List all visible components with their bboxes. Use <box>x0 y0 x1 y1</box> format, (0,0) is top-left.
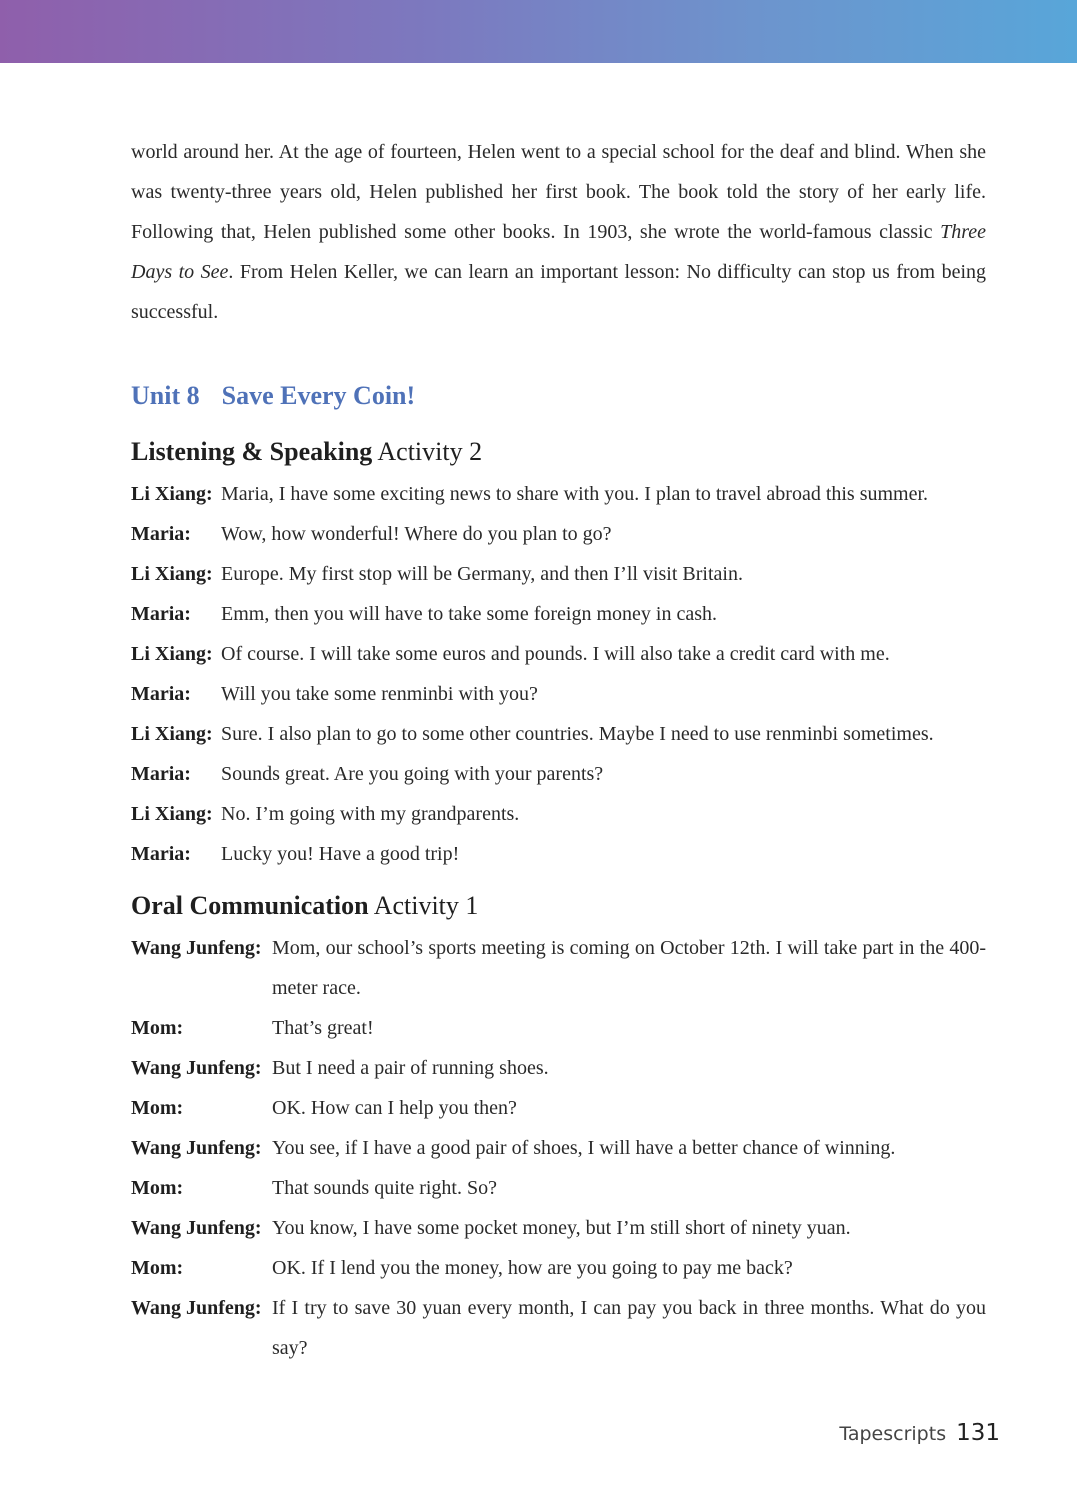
dialogue-line <box>131 474 986 514</box>
intro-text-before: world around her. At the age of fourteen, Helen went to a special school for the deaf and blind. When she was twenty-three years old, Helen published her first book. The book told the story of her early life. Following that, Helen published some other books. In 1903, she wrote the world-famous classic <box>131 141 986 243</box>
speaker-name: Maria: <box>131 523 191 545</box>
utterance-text: No. I’m going with my grandparents. <box>221 803 520 825</box>
utterance-text: You know, I have some pocket money, but I’m still short of ninety yuan. <box>272 1217 851 1239</box>
utterance-text: Will you take some renminbi with you? <box>221 683 538 705</box>
utterance-text: Lucky you! Have a good trip! <box>221 843 460 865</box>
dialogue-line <box>131 674 986 714</box>
utterance-text: Sounds great. Are you going with your parents? <box>221 763 604 785</box>
speaker-name: Maria: <box>131 603 191 625</box>
section-1-dialogue <box>131 474 986 874</box>
dialogue-line <box>131 1048 986 1088</box>
dialogue-line <box>131 928 986 1008</box>
speaker-name: Wang Junfeng: <box>131 1137 262 1159</box>
dialogue-line <box>131 514 986 554</box>
speaker-name: Li Xiang: <box>131 483 213 505</box>
page-content <box>131 132 986 1368</box>
utterance-text: OK. If I lend you the money, how are you going to pay me back? <box>272 1257 793 1279</box>
speaker-name: Mom: <box>131 1177 184 1199</box>
dialogue-line <box>131 754 986 794</box>
speaker-name: Wang Junfeng: <box>131 937 262 959</box>
intro-paragraph <box>131 132 986 332</box>
utterance-text: Emm, then you will have to take some foreign money in cash. <box>221 603 717 625</box>
speaker-name: Mom: <box>131 1097 184 1119</box>
speaker-name: Li Xiang: <box>131 643 213 665</box>
dialogue-line <box>131 834 986 874</box>
utterance-text: That sounds quite right. So? <box>272 1177 497 1199</box>
dialogue-line <box>131 594 986 634</box>
utterance-text: You see, if I have a good pair of shoes, I will have a better chance of winning. <box>272 1137 896 1159</box>
utterance-text: That’s great! <box>272 1017 374 1039</box>
speaker-name: Wang Junfeng: <box>131 1217 262 1239</box>
speaker-name: Li Xiang: <box>131 723 213 745</box>
utterance-text: Of course. I will take some euros and pounds. I will also take a credit card with me. <box>221 643 890 665</box>
header-gradient-bar <box>0 0 1077 63</box>
speaker-name: Maria: <box>131 843 191 865</box>
dialogue-line <box>131 714 986 754</box>
speaker-name: Maria: <box>131 763 191 785</box>
unit-number: Unit 8 <box>131 381 200 410</box>
speaker-name: Li Xiang: <box>131 563 213 585</box>
speaker-name: Mom: <box>131 1017 184 1039</box>
section-2-heading <box>131 884 986 928</box>
utterance-text: OK. How can I help you then? <box>272 1097 517 1119</box>
speaker-name: Mom: <box>131 1257 184 1279</box>
speaker-name: Maria: <box>131 683 191 705</box>
dialogue-line <box>131 1088 986 1128</box>
utterance-text: Maria, I have some exciting news to share with you. I plan to travel abroad this summer. <box>221 483 929 505</box>
section-2-activity: Activity 1 <box>373 891 479 920</box>
section-1-activity: Activity 2 <box>377 437 483 466</box>
utterance-text: If I try to save 30 yuan every month, I can pay you back in three months. What do you say? <box>272 1297 986 1359</box>
page-number: 131 <box>956 1420 1000 1446</box>
book-title: Three Days to See <box>131 221 986 283</box>
unit-heading <box>131 376 986 416</box>
dialogue-line <box>131 1128 986 1168</box>
section-2-dialogue <box>131 928 986 1368</box>
dialogue-line <box>131 1168 986 1208</box>
utterance-text: Wow, how wonderful! Where do you plan to go? <box>221 523 612 545</box>
utterance-text: But I need a pair of running shoes. <box>272 1057 549 1079</box>
section-1-title: Listening & Speaking <box>131 437 373 466</box>
utterance-text: Sure. I also plan to go to some other countries. Maybe I need to use renminbi sometimes. <box>221 723 934 745</box>
dialogue-line <box>131 634 986 674</box>
dialogue-line <box>131 554 986 594</box>
footer-label: Tapescripts <box>839 1423 947 1445</box>
intro-text-after: . From Helen Keller, we can learn an important lesson: No difficulty can stop us from being successful. <box>131 261 987 323</box>
dialogue-line <box>131 1008 986 1048</box>
dialogue-line <box>131 1248 986 1288</box>
page-footer <box>839 1420 1000 1452</box>
section-1-heading <box>131 430 986 474</box>
dialogue-line <box>131 1208 986 1248</box>
dialogue-line <box>131 794 986 834</box>
utterance-text: Europe. My first stop will be Germany, and then I’ll visit Britain. <box>221 563 743 585</box>
dialogue-line <box>131 1288 986 1368</box>
section-2-title: Oral Communication <box>131 891 369 920</box>
utterance-text: Mom, our school’s sports meeting is coming on October 12th. I will take part in the 400-meter race. <box>272 937 986 999</box>
speaker-name: Li Xiang: <box>131 803 213 825</box>
speaker-name: Wang Junfeng: <box>131 1057 262 1079</box>
unit-name: Save Every Coin! <box>221 381 416 410</box>
speaker-name: Wang Junfeng: <box>131 1297 262 1319</box>
